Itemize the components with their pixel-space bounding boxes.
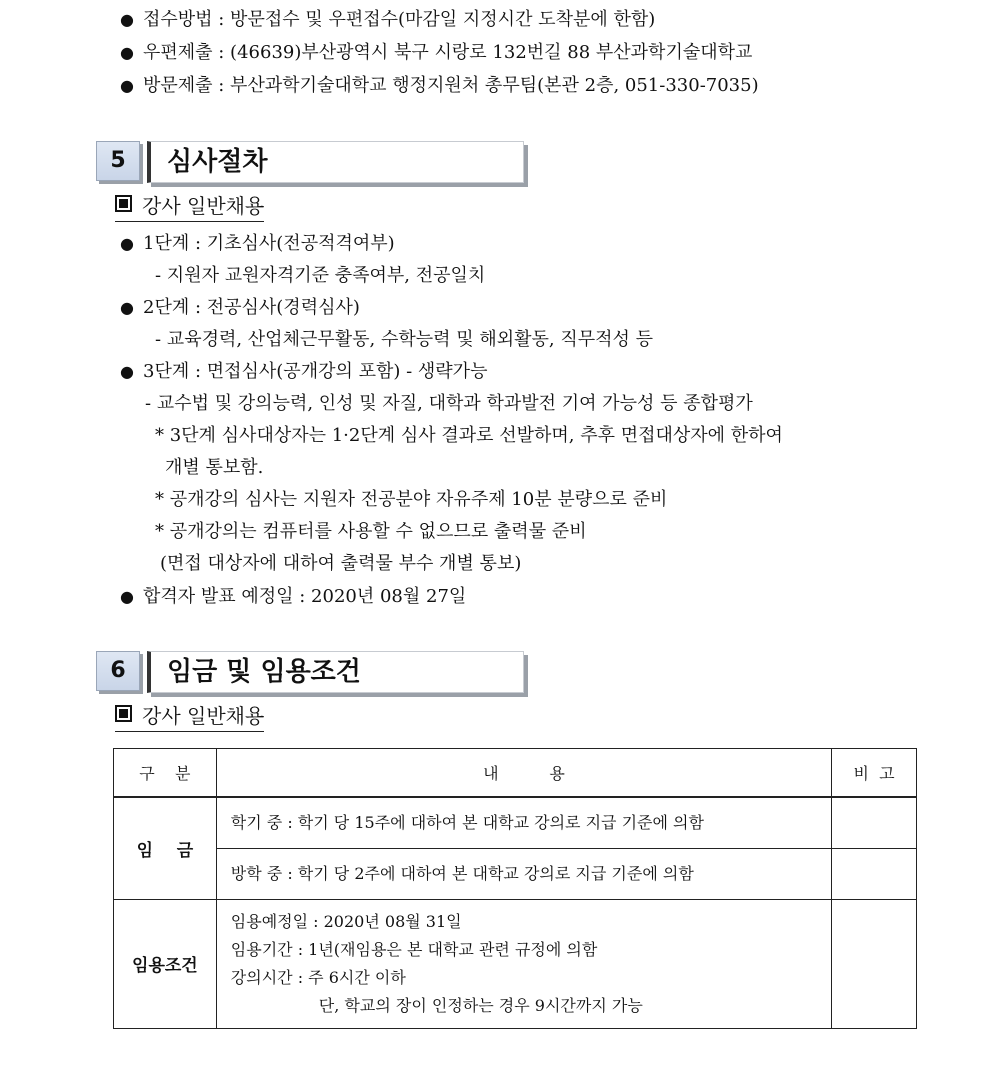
announcement-date: 합격자 발표 예정일 : 2020년 08월 27일	[143, 586, 467, 607]
filled-square-icon	[115, 195, 132, 212]
table-row	[114, 848, 917, 899]
filled-square-icon	[115, 705, 132, 722]
intro-bullet-method: 접수방법 : 방문접수 및 우편접수(마감일 지정시간 도착분에 한함)	[143, 9, 656, 30]
section-5-subheading	[115, 192, 264, 222]
header-content: 내 용	[216, 749, 831, 798]
section-6-subheading-label: 강사 일반채용	[142, 704, 265, 728]
terms-hours: 강의시간 : 주 6시간 이하	[230, 967, 406, 987]
remarks-cell	[832, 899, 917, 1028]
terms-period: 임용기간 : 1년(재임용은 본 대학교 관련 규정에 의함	[230, 939, 598, 959]
bullet-dot: ●	[120, 298, 134, 317]
table-header-row	[114, 749, 917, 798]
header-category: 구 분	[114, 749, 217, 798]
section-5-number: 5	[96, 141, 140, 181]
header-remarks: 비 고	[832, 749, 917, 798]
note-2: * 공개강의 심사는 지원자 전공분야 자유주제 10분 분량으로 준비	[155, 489, 668, 510]
stage1: 1단계 : 기초심사(전공적격여부)	[143, 233, 395, 254]
table-row	[114, 797, 917, 848]
stage1-detail: - 지원자 교원자격기준 충족여부, 전공일치	[155, 265, 486, 286]
section-5-title: 심사절차	[167, 147, 268, 177]
note-1: * 3단계 심사대상자는 1·2단계 심사 결과로 선발하며, 추후 면접대상자에 한하여	[155, 425, 783, 446]
terms-content	[216, 899, 831, 1028]
bullet-dot: ●	[120, 362, 134, 381]
bullet-dot: ●	[120, 43, 134, 62]
note-3-continued: (면접 대상자에 대하여 출력물 부수 개별 통보)	[160, 553, 522, 574]
bullet-dot: ●	[120, 76, 134, 95]
section-6-number: 6	[96, 651, 140, 691]
section-6-subheading	[115, 702, 264, 732]
wage-vacation: 방학 중 : 학기 당 2주에 대하여 본 대학교 강의로 지급 기준에 의함	[216, 848, 831, 899]
stage3-detail: - 교수법 및 강의능력, 인성 및 자질, 대학과 학과발전 기여 가능성 등 종합평가	[145, 393, 753, 414]
wage-semester: 학기 중 : 학기 당 15주에 대하여 본 대학교 강의로 지급 기준에 의함	[216, 797, 831, 848]
terms-hours-exception: 단, 학교의 장이 인정하는 경우 9시간까지 가능	[318, 995, 643, 1015]
stage2: 2단계 : 전공심사(경력심사)	[143, 297, 360, 318]
bullet-dot: ●	[120, 10, 134, 29]
terms-start-date: 임용예정일 : 2020년 08월 31일	[230, 911, 462, 931]
conditions-table	[113, 748, 917, 1029]
table-row	[114, 899, 917, 1028]
section-5-subheading-label: 강사 일반채용	[142, 194, 265, 218]
section-6-header	[147, 651, 524, 693]
terms-label: 임용조건	[114, 899, 217, 1028]
section-6-title: 임금 및 임용조건	[167, 657, 361, 687]
stage3: 3단계 : 면접심사(공개강의 포함) - 생략가능	[143, 361, 488, 382]
note-3: * 공개강의는 컴퓨터를 사용할 수 없으므로 출력물 준비	[155, 521, 587, 542]
remarks-cell	[832, 797, 917, 848]
stage2-detail: - 교육경력, 산업체근무활동, 수학능력 및 해외활동, 직무적성 등	[155, 329, 653, 350]
note-1-continued: 개별 통보함.	[165, 457, 264, 478]
section-5-header	[147, 141, 524, 183]
remarks-cell	[832, 848, 917, 899]
intro-bullet-mail: 우편제출 : (46639)부산광역시 북구 시랑로 132번길 88 부산과학기술대학교	[143, 42, 753, 63]
intro-bullet-visit: 방문제출 : 부산과학기술대학교 행정지원처 총무팀(본관 2층, 051-330-7035)	[143, 75, 759, 96]
bullet-dot: ●	[120, 234, 134, 253]
wage-label: 임 금	[114, 797, 217, 899]
bullet-dot: ●	[120, 587, 134, 606]
